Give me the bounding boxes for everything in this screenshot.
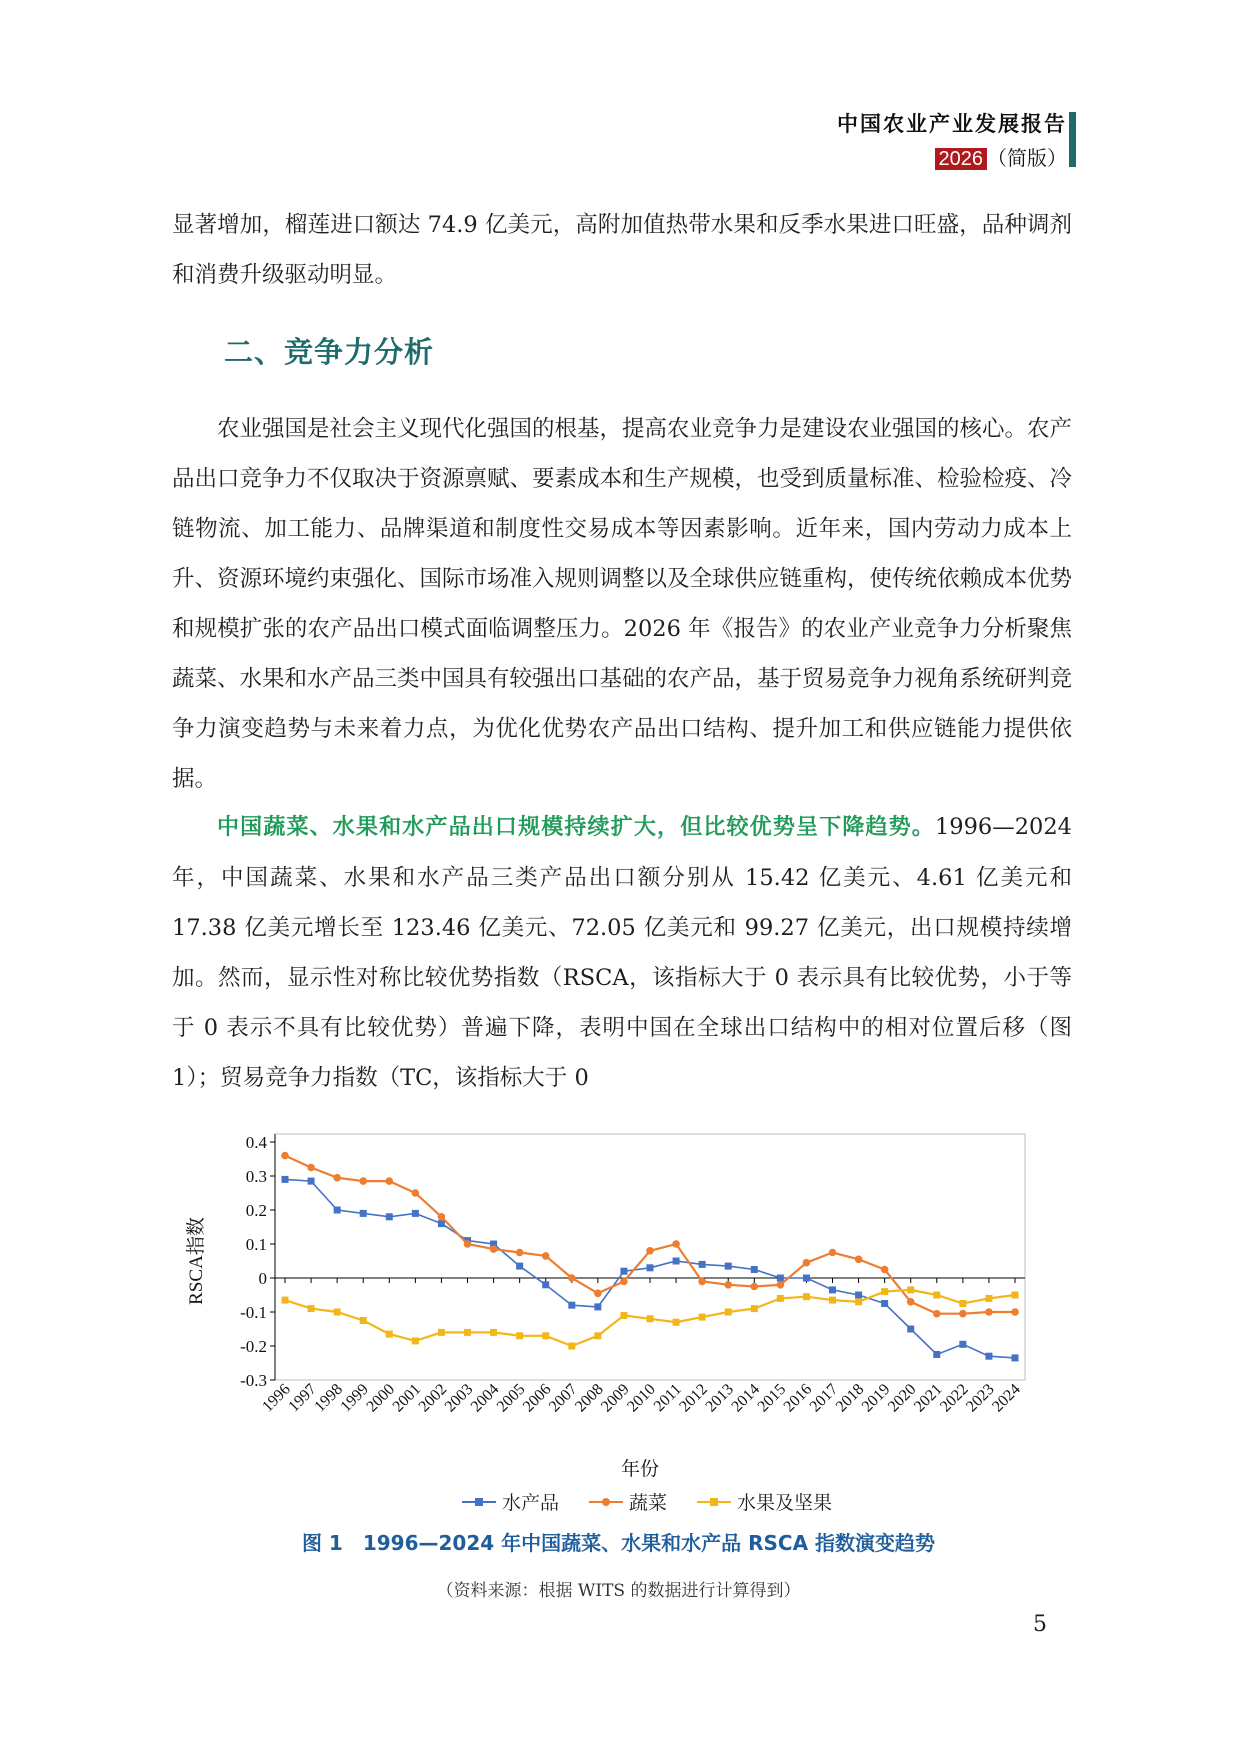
data-point-vegetable	[307, 1164, 315, 1172]
rsca-chart-svg	[186, 1120, 1060, 1490]
x-tick-label: 2016	[780, 1380, 816, 1416]
x-tick-label: 2015	[754, 1380, 790, 1416]
data-point-aquatic	[568, 1302, 575, 1309]
data-point-fruit	[360, 1317, 367, 1324]
y-tick-label: -0.2	[240, 1337, 267, 1356]
data-point-vegetable	[933, 1310, 941, 1318]
paragraph-2: 农业强国是社会主义现代化强国的根基，提高农业竞争力是建设农业强国的核心。农产品出口竞争力不仅取决于资源禀赋、要素成本和生产规模，也受到质量标准、检验检疫、冷链物流、加工能力、品牌渠道和制度性交易成本等因素影响。近年来，国内劳动力成本上升、资源环境约束强化、国际市场准入规则调整以及全球供应链重构，使传统依赖成本优势和规模扩张的农产品出口模式面临调整压力。2026 年《报告》的农业产业竞争力分析聚焦蔬菜、水果和水产品三类中国具有较强出口基础的农产品，基于贸易竞争力视角系统研判竞争力演变趋势与未来着力点，为优化优势农产品出口结构、提升加工和供应链能力提供依据。	[172, 416, 1073, 792]
data-point-fruit	[751, 1305, 758, 1312]
data-point-fruit	[829, 1297, 836, 1304]
data-point-fruit	[803, 1293, 810, 1300]
paragraph-3	[172, 802, 1072, 1103]
x-tick-label: 2020	[884, 1380, 920, 1416]
legend-line-aquatic	[462, 1501, 496, 1503]
data-point-aquatic	[725, 1263, 732, 1270]
report-edition	[837, 142, 1067, 171]
data-point-vegetable	[490, 1245, 498, 1253]
paragraph-3-lead: 中国蔬菜、水果和水产品出口规模持续扩大，但比较优势呈下降趋势。	[217, 815, 935, 840]
legend-label-fruit: 水果及坚果	[737, 1492, 833, 1514]
data-point-fruit	[516, 1332, 523, 1339]
data-point-vegetable	[568, 1274, 576, 1282]
chart-legend	[462, 1488, 832, 1515]
data-point-vegetable	[646, 1247, 654, 1255]
legend-item-vegetable	[589, 1488, 667, 1515]
data-point-fruit	[933, 1292, 940, 1299]
paragraph-1: 显著增加，榴莲进口额达 74.9 亿美元，高附加值热带水果和反季水果进口旺盛，品种调剂和消费升级驱动明显。	[172, 212, 1072, 288]
legend-item-aquatic	[462, 1488, 559, 1515]
x-tick-label: 2013	[702, 1380, 738, 1416]
x-tick-label: 2012	[676, 1380, 711, 1416]
x-tick-label: 1999	[337, 1380, 373, 1416]
x-tick-label: 2014	[728, 1380, 764, 1416]
rsca-chart	[186, 1120, 1060, 1520]
x-tick-label: 2024	[989, 1380, 1024, 1416]
x-tick-label: 1996	[259, 1380, 294, 1416]
data-point-vegetable	[594, 1290, 602, 1298]
y-tick-label: -0.3	[240, 1371, 267, 1390]
data-point-aquatic	[855, 1292, 862, 1299]
figure-source: （资料来源：根据 WITS 的数据进行计算得到）	[436, 1581, 801, 1601]
data-point-fruit	[282, 1297, 289, 1304]
data-point-aquatic	[907, 1326, 914, 1333]
data-point-vegetable	[359, 1177, 367, 1185]
edition-label: （简版）	[987, 146, 1067, 170]
y-tick-label: 0.3	[245, 1167, 267, 1186]
data-point-aquatic	[386, 1213, 393, 1220]
plot-frame	[275, 1134, 1025, 1380]
x-tick-label: 2004	[467, 1380, 503, 1416]
data-point-fruit	[673, 1319, 680, 1326]
x-tick-label: 1997	[285, 1380, 320, 1416]
data-point-fruit	[647, 1315, 654, 1322]
data-point-aquatic	[620, 1268, 627, 1275]
data-point-vegetable	[281, 1152, 289, 1160]
data-point-vegetable	[803, 1259, 811, 1267]
data-point-vegetable	[620, 1278, 628, 1286]
data-point-aquatic	[959, 1341, 966, 1348]
data-point-aquatic	[412, 1210, 419, 1217]
data-point-vegetable	[542, 1252, 550, 1260]
data-point-vegetable	[412, 1189, 420, 1197]
report-title: 中国农业产业发展报告	[837, 111, 1067, 136]
x-tick-label: 2008	[572, 1380, 607, 1416]
x-tick-label: 1998	[311, 1380, 346, 1416]
data-point-vegetable	[464, 1240, 472, 1248]
data-point-fruit	[855, 1298, 862, 1305]
data-point-fruit	[334, 1309, 341, 1316]
data-point-vegetable	[881, 1266, 889, 1274]
x-tick-label: 2003	[441, 1380, 477, 1416]
data-point-fruit	[959, 1300, 966, 1307]
data-point-fruit	[568, 1343, 575, 1350]
page-number: 5	[1033, 1612, 1047, 1637]
x-tick-label: 2021	[910, 1380, 946, 1416]
data-point-vegetable	[516, 1249, 524, 1257]
data-point-aquatic	[594, 1303, 601, 1310]
data-point-vegetable	[985, 1308, 993, 1316]
data-point-vegetable	[907, 1298, 915, 1306]
y-tick-label: -0.1	[240, 1303, 267, 1322]
data-point-aquatic	[699, 1261, 706, 1268]
data-point-vegetable	[438, 1213, 446, 1221]
data-point-vegetable	[698, 1278, 706, 1286]
data-point-vegetable	[333, 1174, 341, 1182]
header-accent-bar	[1069, 112, 1076, 167]
data-point-aquatic	[777, 1275, 784, 1282]
data-point-aquatic	[516, 1263, 523, 1270]
x-tick-label: 2019	[858, 1380, 894, 1416]
x-tick-label: 2018	[832, 1380, 868, 1416]
x-axis-title: 年份	[620, 1459, 660, 1480]
x-tick-label: 2001	[389, 1380, 425, 1416]
section-heading: 二、竞争力分析	[224, 335, 435, 369]
data-point-aquatic	[803, 1275, 810, 1282]
data-point-vegetable	[1011, 1308, 1019, 1316]
data-point-aquatic	[542, 1281, 549, 1288]
x-tick-label: 2022	[937, 1380, 972, 1416]
figure-caption: 图 1 1996—2024 年中国蔬菜、水果和水产品 RSCA 指数演变趋势	[301, 1531, 936, 1555]
legend-label-vegetable: 蔬菜	[629, 1492, 668, 1514]
data-point-vegetable	[724, 1281, 732, 1289]
y-axis-title: RSCA指数	[186, 1217, 207, 1305]
data-point-aquatic	[308, 1178, 315, 1185]
x-tick-label: 2011	[650, 1380, 685, 1416]
y-tick-label: 0	[258, 1269, 267, 1288]
data-point-aquatic	[1012, 1354, 1019, 1361]
x-tick-label: 2023	[963, 1380, 998, 1416]
data-point-aquatic	[334, 1207, 341, 1214]
data-point-fruit	[308, 1305, 315, 1312]
data-point-aquatic	[438, 1220, 445, 1227]
data-point-fruit	[881, 1288, 888, 1295]
data-point-aquatic	[282, 1176, 289, 1183]
x-tick-label: 2009	[598, 1380, 633, 1416]
data-point-fruit	[412, 1337, 419, 1344]
data-point-fruit	[464, 1329, 471, 1336]
x-tick-label: 2002	[415, 1380, 451, 1416]
data-point-aquatic	[985, 1353, 992, 1360]
data-point-aquatic	[933, 1351, 940, 1358]
data-point-fruit	[438, 1329, 445, 1336]
data-point-aquatic	[673, 1258, 680, 1265]
x-tick-label: 2007	[545, 1380, 581, 1416]
data-point-fruit	[1012, 1292, 1019, 1299]
data-point-aquatic	[881, 1300, 888, 1307]
data-point-fruit	[725, 1309, 732, 1316]
x-tick-label: 2010	[624, 1380, 659, 1416]
paragraph-3-body: 1996—2024 年，中国蔬菜、水果和水产品三类产品出口额分别从 15.42 亿美元、4.61 亿美元和 17.38 亿美元增长至 123.46 亿美元、72.05 亿美元和 99.27 亿美元，出口规模持续增加。然而，显示性对称比较优势指数（RSCA，该指标大于 0 表示具有比较优势，小于等于 0 表示不具有比较优势）普遍下降，表明中国在全球出口结构中的相对位置后移（图 1）；贸易竞争力指数（TC，该指标大于 0	[172, 814, 1072, 1091]
data-point-fruit	[542, 1332, 549, 1339]
y-tick-label: 0.1	[245, 1235, 267, 1254]
data-point-fruit	[386, 1331, 393, 1338]
data-point-fruit	[594, 1332, 601, 1339]
data-point-vegetable	[672, 1240, 680, 1248]
y-tick-label: 0.4	[245, 1133, 267, 1152]
data-point-aquatic	[829, 1286, 836, 1293]
data-point-fruit	[699, 1314, 706, 1321]
data-point-vegetable	[829, 1249, 837, 1257]
data-point-vegetable	[777, 1281, 785, 1289]
x-tick-label: 2005	[493, 1380, 529, 1416]
running-header	[837, 108, 1067, 171]
data-point-fruit	[985, 1295, 992, 1302]
data-point-vegetable	[385, 1177, 393, 1185]
data-point-aquatic	[647, 1264, 654, 1271]
data-point-aquatic	[751, 1266, 758, 1273]
legend-line-fruit	[697, 1501, 731, 1503]
x-tick-label: 2006	[519, 1380, 555, 1416]
legend-item-fruit	[697, 1488, 832, 1515]
data-point-fruit	[907, 1286, 914, 1293]
x-tick-label: 2000	[363, 1380, 399, 1416]
data-point-vegetable	[855, 1256, 863, 1264]
data-point-fruit	[777, 1295, 784, 1302]
data-point-aquatic	[360, 1210, 367, 1217]
legend-label-aquatic: 水产品	[502, 1492, 560, 1514]
x-tick-label: 2017	[806, 1380, 842, 1416]
data-point-fruit	[490, 1329, 497, 1336]
y-tick-label: 0.2	[245, 1201, 267, 1220]
year-badge: 2026	[935, 148, 988, 170]
data-point-vegetable	[750, 1283, 758, 1291]
data-point-vegetable	[959, 1310, 967, 1318]
legend-line-vegetable	[589, 1501, 623, 1503]
data-point-fruit	[620, 1312, 627, 1319]
